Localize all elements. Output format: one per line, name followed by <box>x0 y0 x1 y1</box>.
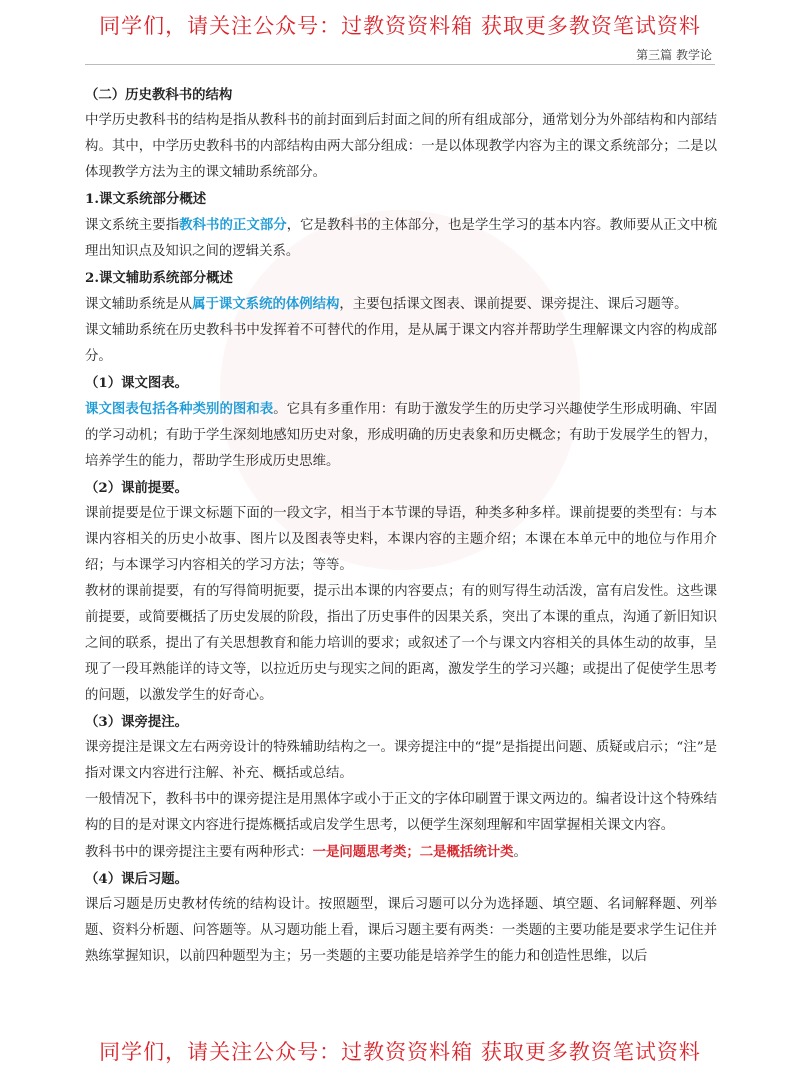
promo-banner-bottom: 同学们，请关注公众号：过教资资料箱 获取更多教资笔试资料 <box>99 1040 701 1064</box>
item-heading-4: （4）课后习题。 <box>85 871 189 887</box>
paragraph-s2-2: 课文辅助系统在历史教科书中发挥着不可替代的作用，是从属于课文内容并帮助学生理解课文内容的构成部分。 <box>85 323 717 364</box>
text-run: 课文系统主要指 <box>85 218 180 233</box>
highlight-text: 教科书的正文部分 <box>179 217 287 233</box>
paragraph-sub3-2: 一般情况下，教科书中的课旁提注是用黑体字或小于正文的字体印刷置于课文两边的。编者设计这个特殊结构的目的是对课文内容进行提炼概括或启发学生思考，以便学生深刻理解和牢固掌握相关课文内容。 <box>85 792 717 833</box>
text-run: 教科书中的课旁提注主要有两种形式： <box>85 845 313 860</box>
section-title: （二）历史教科书的结构 <box>85 87 233 103</box>
item-heading-1: （1）课文图表。 <box>85 375 189 391</box>
paragraph-sub2-1: 课前提要是位于课文标题下面的一段文字，相当于本节课的导语，种类多种多样。课前提要的类型有：与本课内容相关的历史小故事、图片以及图表等史料，本课内容的主题介绍；本课在本单元中的地位与作用介绍；与本课学习内容相关的学习方法；等等。 <box>85 506 717 573</box>
paragraph-sub4-1: 课后习题是历史教材传统的结构设计。按照题型，课后习题可以分为选择题、填空题、名词解释题、列举题、资料分析题、问答题等。从习题功能上看，课后习题主要有两类：一类题的主要功能是要求学生记住并熟练掌握知识，以前四种题型为主；另一类题的主要功能是培养学生的能力和创造性思维，以后 <box>85 897 717 964</box>
paragraph-sub3-1: 课旁提注是课文左右两旁设计的特殊辅助结构之一。课旁提注中的“提”是指提出问题、质疑或启示；“注”是指对课文内容进行注解、补充、概括或总结。 <box>85 740 717 781</box>
highlight-text: 课文图表包括各种类别的图和表 <box>85 401 274 417</box>
text-run: ，它是教科书的主体部分，也是学生学习的基本内容。教师要从正文中梳理出知识点及知识之间的逻辑关系。 <box>85 218 718 259</box>
subsection-heading-2: 2.课文辅助系统部分概述 <box>85 270 233 286</box>
text-run: 。它具有多重作用：有助于激发学生的历史学习兴趣使学生形成明确、牢固的学习动机；有助于学生深刻地感知历史对象，形成明确的历史表象和历史概念；有助于发展学生的智力，培养学生的能力，帮助学生形成历史思维。 <box>85 402 718 469</box>
text-run: ，主要包括课文图表、课前提要、课旁提注、课后习题等。 <box>339 297 688 312</box>
page-body <box>85 82 717 970</box>
subsection-heading-1: 1.课文系统部分概述 <box>85 191 207 207</box>
paragraph-s2 <box>85 291 717 318</box>
highlight-text: 属于课文系统的体例结构 <box>192 296 340 312</box>
header-rule <box>85 64 715 65</box>
paragraph-sub1 <box>85 396 717 475</box>
paragraph-sub3-3 <box>85 839 717 866</box>
promo-banner-top: 同学们，请关注公众号：过教资资料箱 获取更多教资笔试资料 <box>99 14 701 38</box>
intro-paragraph: 中学历史教科书的结构是指从教科书的前封面到后封面之间的所有组成部分，通常划分为外部结构和内部结构。其中，中学历史教科书的内部结构由两大部分组成：一是以体现教学内容为主的课文系统部分；二是以体现教学方法为主的课文辅助系统部分。 <box>85 113 717 180</box>
running-head: 第三篇 教学论 <box>636 48 712 62</box>
text-run: 。 <box>513 845 527 860</box>
item-heading-2: （2）课前提要。 <box>85 480 189 496</box>
paragraph-sub2-2: 教材的课前提要，有的写得简明扼要，提示出本课的内容要点；有的则写得生动活泼，富有启发性。这些课前提要，或简要概括了历史发展的阶段，指出了历史事件的因果关系，突出了本课的重点，沟通了新旧知识之间的联系，提出了有关思想教育和能力培训的要求；或叙述了一个与课文内容相关的具体生动的故事，呈现了一段耳熟能详的诗文等，以拉近历史与现实之间的距离，激发学生的学习兴趣；或提出了促使学生思考的问题，以激发学生的好奇心。 <box>85 584 717 703</box>
highlight-text: 一是问题思考类；二是概括统计类 <box>312 844 514 860</box>
text-run: 课文辅助系统是从 <box>85 297 193 312</box>
item-heading-3: （3）课旁提注。 <box>85 714 189 730</box>
paragraph-s1 <box>85 212 717 265</box>
